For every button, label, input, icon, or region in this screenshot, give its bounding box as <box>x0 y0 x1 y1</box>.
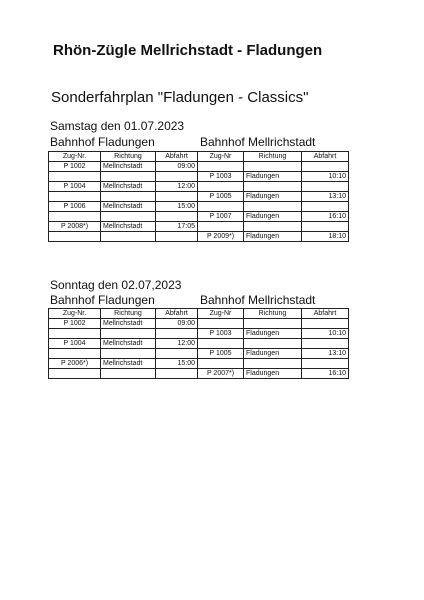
day-date: Samstag den 01.07.2023 <box>50 119 185 133</box>
cell-l-zug: P 1006 <box>49 202 101 212</box>
cell-r-abfahrt <box>302 162 349 172</box>
cell-r-abfahrt: 13:10 <box>302 349 349 359</box>
right-station-heading: Bahnhof Mellrichstadt <box>200 135 316 149</box>
cell-r-richtung <box>244 359 302 369</box>
cell-r-richtung: Fladungen <box>244 212 302 222</box>
cell-r-zug: P 1005 <box>198 349 244 359</box>
cell-l-zug: P 1002 <box>49 162 101 172</box>
cell-r-richtung <box>244 202 302 212</box>
cell-r-abfahrt <box>302 202 349 212</box>
cell-l-abfahrt: 15:00 <box>156 202 198 212</box>
cell-l-richtung: Mellrichstadt <box>101 359 156 369</box>
header-richtung-right: Richtung <box>244 152 302 162</box>
table-row <box>49 192 349 202</box>
cell-l-richtung: Mellrichstadt <box>101 202 156 212</box>
cell-r-zug: P 2007*) <box>198 369 244 379</box>
cell-l-zug <box>49 212 101 222</box>
table-row <box>49 319 349 329</box>
cell-l-abfahrt: 12:00 <box>156 339 198 349</box>
cell-l-zug: P 1004 <box>49 339 101 349</box>
cell-r-zug <box>198 319 244 329</box>
cell-l-abfahrt: 15:00 <box>156 359 198 369</box>
cell-l-abfahrt <box>156 192 198 202</box>
table-row <box>49 329 349 339</box>
cell-l-abfahrt: 09:00 <box>156 319 198 329</box>
table-row <box>49 172 349 182</box>
header-abfahrt-right: Abfahrt <box>302 152 349 162</box>
table-row <box>49 212 349 222</box>
cell-l-richtung <box>101 172 156 182</box>
header-abfahrt-right: Abfahrt <box>302 309 349 319</box>
cell-l-richtung <box>101 369 156 379</box>
header-zug-right: Zug-Nr <box>198 152 244 162</box>
cell-l-zug: P 1002 <box>49 319 101 329</box>
cell-l-zug <box>49 172 101 182</box>
header-richtung-right: Richtung <box>244 309 302 319</box>
left-station-heading: Bahnhof Fladungen <box>50 293 155 307</box>
cell-l-abfahrt <box>156 329 198 339</box>
cell-r-zug: P 1007 <box>198 212 244 222</box>
cell-r-abfahrt <box>302 339 349 349</box>
cell-l-richtung: Mellrichstadt <box>101 162 156 172</box>
cell-l-zug <box>49 192 101 202</box>
table-header-row <box>49 152 349 162</box>
table-row <box>49 349 349 359</box>
header-zug-right: Zug-Nr <box>198 309 244 319</box>
table-row <box>49 222 349 232</box>
cell-l-abfahrt: 12:00 <box>156 182 198 192</box>
cell-l-richtung <box>101 212 156 222</box>
cell-l-richtung <box>101 192 156 202</box>
cell-r-abfahrt: 10:10 <box>302 329 349 339</box>
left-station-heading: Bahnhof Fladungen <box>50 135 155 149</box>
cell-r-abfahrt: 18:10 <box>302 232 349 242</box>
cell-r-richtung: Fladungen <box>244 172 302 182</box>
cell-r-richtung <box>244 222 302 232</box>
cell-l-richtung: Mellrichstadt <box>101 319 156 329</box>
cell-r-abfahrt <box>302 182 349 192</box>
cell-r-richtung <box>244 182 302 192</box>
table-row <box>49 339 349 349</box>
table-row <box>49 359 349 369</box>
cell-l-zug: P 1004 <box>49 182 101 192</box>
cell-r-richtung: Fladungen <box>244 232 302 242</box>
cell-r-zug <box>198 162 244 172</box>
page-subtitle: Sonderfahrplan "Fladungen - Classics" <box>51 89 309 106</box>
cell-l-richtung: Mellrichstadt <box>101 182 156 192</box>
cell-r-zug <box>198 222 244 232</box>
cell-l-abfahrt: 17:05 <box>156 222 198 232</box>
cell-r-zug: P 2009*) <box>198 232 244 242</box>
table-row <box>49 202 349 212</box>
day-date: Sonntag den 02.07,2023 <box>50 278 182 292</box>
table-row <box>49 232 349 242</box>
cell-l-abfahrt <box>156 172 198 182</box>
cell-l-zug <box>49 369 101 379</box>
header-richtung: Richtung <box>101 152 156 162</box>
table-header-row <box>49 309 349 319</box>
cell-r-abfahrt: 10:10 <box>302 172 349 182</box>
cell-r-abfahrt <box>302 359 349 369</box>
cell-r-abfahrt <box>302 222 349 232</box>
cell-l-richtung <box>101 329 156 339</box>
cell-r-richtung <box>244 319 302 329</box>
cell-r-zug <box>198 202 244 212</box>
cell-l-richtung: Mellrichstadt <box>101 222 156 232</box>
cell-l-zug <box>49 329 101 339</box>
cell-r-richtung: Fladungen <box>244 192 302 202</box>
cell-l-zug <box>49 349 101 359</box>
cell-r-zug: P 1003 <box>198 172 244 182</box>
cell-r-abfahrt: 16:10 <box>302 369 349 379</box>
cell-r-richtung <box>244 339 302 349</box>
cell-l-abfahrt <box>156 232 198 242</box>
cell-r-zug: P 1005 <box>198 192 244 202</box>
cell-l-abfahrt: 09:00 <box>156 162 198 172</box>
cell-l-abfahrt <box>156 369 198 379</box>
cell-l-richtung: Mellrichstadt <box>101 339 156 349</box>
timetable-sunday <box>48 308 349 379</box>
right-station-heading: Bahnhof Mellrichstadt <box>200 293 316 307</box>
cell-r-zug <box>198 182 244 192</box>
cell-r-zug <box>198 339 244 349</box>
header-zug: Zug-Nr. <box>49 152 101 162</box>
cell-l-richtung <box>101 349 156 359</box>
cell-r-abfahrt: 16:10 <box>302 212 349 222</box>
cell-r-richtung: Fladungen <box>244 349 302 359</box>
cell-r-zug: P 1003 <box>198 329 244 339</box>
cell-r-abfahrt <box>302 319 349 329</box>
table-row <box>49 182 349 192</box>
table-row <box>49 162 349 172</box>
cell-r-richtung: Fladungen <box>244 329 302 339</box>
cell-r-abfahrt: 13:10 <box>302 192 349 202</box>
cell-l-abfahrt <box>156 349 198 359</box>
cell-l-richtung <box>101 232 156 242</box>
table-row <box>49 369 349 379</box>
cell-r-richtung: Fladungen <box>244 369 302 379</box>
timetable-saturday <box>48 151 349 242</box>
page-title: Rhön-Zügle Mellrichstadt - Fladungen <box>53 42 323 59</box>
header-richtung: Richtung <box>101 309 156 319</box>
cell-l-zug: P 2006*) <box>49 359 101 369</box>
cell-l-abfahrt <box>156 212 198 222</box>
cell-r-zug <box>198 359 244 369</box>
cell-l-zug: P 2008*) <box>49 222 101 232</box>
header-zug: Zug-Nr. <box>49 309 101 319</box>
header-abfahrt: Abfahrt <box>156 309 198 319</box>
cell-l-zug <box>49 232 101 242</box>
header-abfahrt: Abfahrt <box>156 152 198 162</box>
cell-r-richtung <box>244 162 302 172</box>
